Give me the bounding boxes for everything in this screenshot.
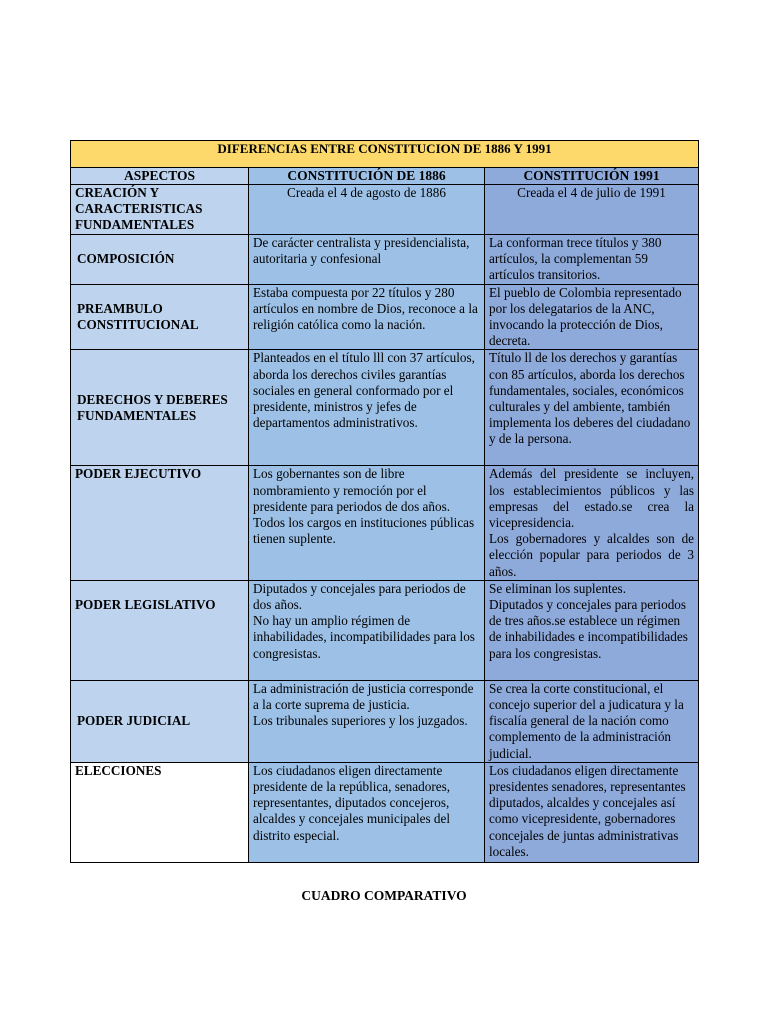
header-aspectos: ASPECTOS	[71, 168, 249, 185]
cell-paragraph: La administración de justicia corresponde a la corte suprema de justicia.	[253, 680, 474, 713]
row-aspect-label: PODER LEGISLATIVO	[71, 580, 249, 680]
row-aspect-label: CREACIÓN Y CARACTERISTICAS FUNDAMENTALES	[71, 185, 249, 235]
comparison-table	[70, 140, 699, 863]
cell-1991: El pueblo de Colombia representado por los delegatarios de la ANC, invocando la protección de Dios, decreta.	[485, 284, 699, 350]
header-constitucion-1886: CONSTITUCIÓN DE 1886	[249, 168, 485, 185]
cell-1991: Se crea la corte constitucional, el concejo superior del a judicatura y la fiscalía general de la nación como complemento de la administración judicial.	[485, 680, 699, 762]
cell-1886: Los gobernantes son de libre nombramiento y remoción por el presidente para periodos de dos años. Todos los cargos en instituciones públicas tienen suplente.	[249, 466, 485, 580]
table-title-row	[71, 141, 699, 168]
table-row	[71, 350, 699, 466]
cell-paragraph: Los tribunales superiores y los juzgados.	[253, 713, 468, 729]
cell-1886: Los ciudadanos eligen directamente presidente de la república, senadores, representantes, diputados concejeros, alcaldes y concejales municipales del distrito especial.	[249, 762, 485, 862]
cell-1991: Título ll de los derechos y garantías con 85 artículos, aborda los derechos fundamentales, sociales, económicos culturales y del ambiente, también implementa los deberes del ciudadano y de la persona.	[485, 350, 699, 466]
row-aspect-label: COMPOSICIÓN	[71, 234, 249, 284]
cell-paragraph: Se eliminan los suplentes.	[489, 580, 626, 596]
table-row	[71, 580, 699, 680]
cell-1886	[249, 680, 485, 762]
cell-1886	[249, 580, 485, 680]
table-row	[71, 234, 699, 284]
cell-paragraph: No hay un amplio régimen de inhabilidades, incompatibilidades para los congresistas.	[253, 613, 475, 661]
table-row	[71, 762, 699, 862]
cell-1991: Los ciudadanos eligen directamente presidentes senadores, representantes diputados, alcaldes y concejales así como vicepresidente, gobernadores concejales de juntas administrativas locales.	[485, 762, 699, 862]
cell-1991	[485, 580, 699, 680]
cell-paragraph: Además del presidente se incluyen, los establecimientos públicos y las empresas del estado.se crea la vicepresidencia.	[489, 466, 695, 531]
row-aspect-label: DERECHOS Y DEBERES FUNDAMENTALES	[71, 350, 249, 466]
table-row	[71, 466, 699, 580]
document-caption: CUADRO COMPARATIVO	[301, 888, 467, 903]
row-aspect-label: PREAMBULO CONSTITUCIONAL	[71, 284, 249, 350]
row-aspect-label: ELECCIONES	[71, 762, 249, 862]
table-header-row	[71, 168, 699, 185]
cell-1991: Creada el 4 de julio de 1991	[485, 185, 699, 235]
cell-1886: Planteados en el título lll con 37 artículos, aborda los derechos civiles garantías sociales en general conformado por el presidente, ministros y jefes de departamentos administrativos.	[249, 350, 485, 466]
row-aspect-label: PODER JUDICIAL	[71, 680, 249, 762]
table-row	[71, 185, 699, 235]
header-constitucion-1991: CONSTITUCIÓN 1991	[485, 168, 699, 185]
cell-paragraph: Los gobernadores y alcaldes son de elección popular para periodos de 3 años.	[489, 531, 695, 579]
table-title: DIFERENCIAS ENTRE CONSTITUCION DE 1886 Y 1991	[71, 141, 699, 168]
cell-1886: De carácter centralista y presidencialista, autoritaria y confesional	[249, 234, 485, 284]
cell-paragraph: Diputados y concejales para periodos de tres años.se establece un régimen de inhabilidades e incompatibilidades para los congresistas.	[489, 597, 688, 661]
cell-1886: Estaba compuesta por 22 títulos y 280 artículos en nombre de Dios, reconoce a la religión católica como la nación.	[249, 284, 485, 350]
table-row	[71, 680, 699, 762]
cell-1991: La conforman trece títulos y 380 artículos, la complementan 59 artículos transitorios.	[485, 234, 699, 284]
cell-paragraph: Diputados y concejales para periodos de dos años.	[253, 580, 466, 613]
row-aspect-label: PODER EJECUTIVO	[71, 466, 249, 580]
cell-1991	[485, 466, 699, 580]
cell-1886: Creada el 4 de agosto de 1886	[249, 185, 485, 235]
table-row	[71, 284, 699, 350]
